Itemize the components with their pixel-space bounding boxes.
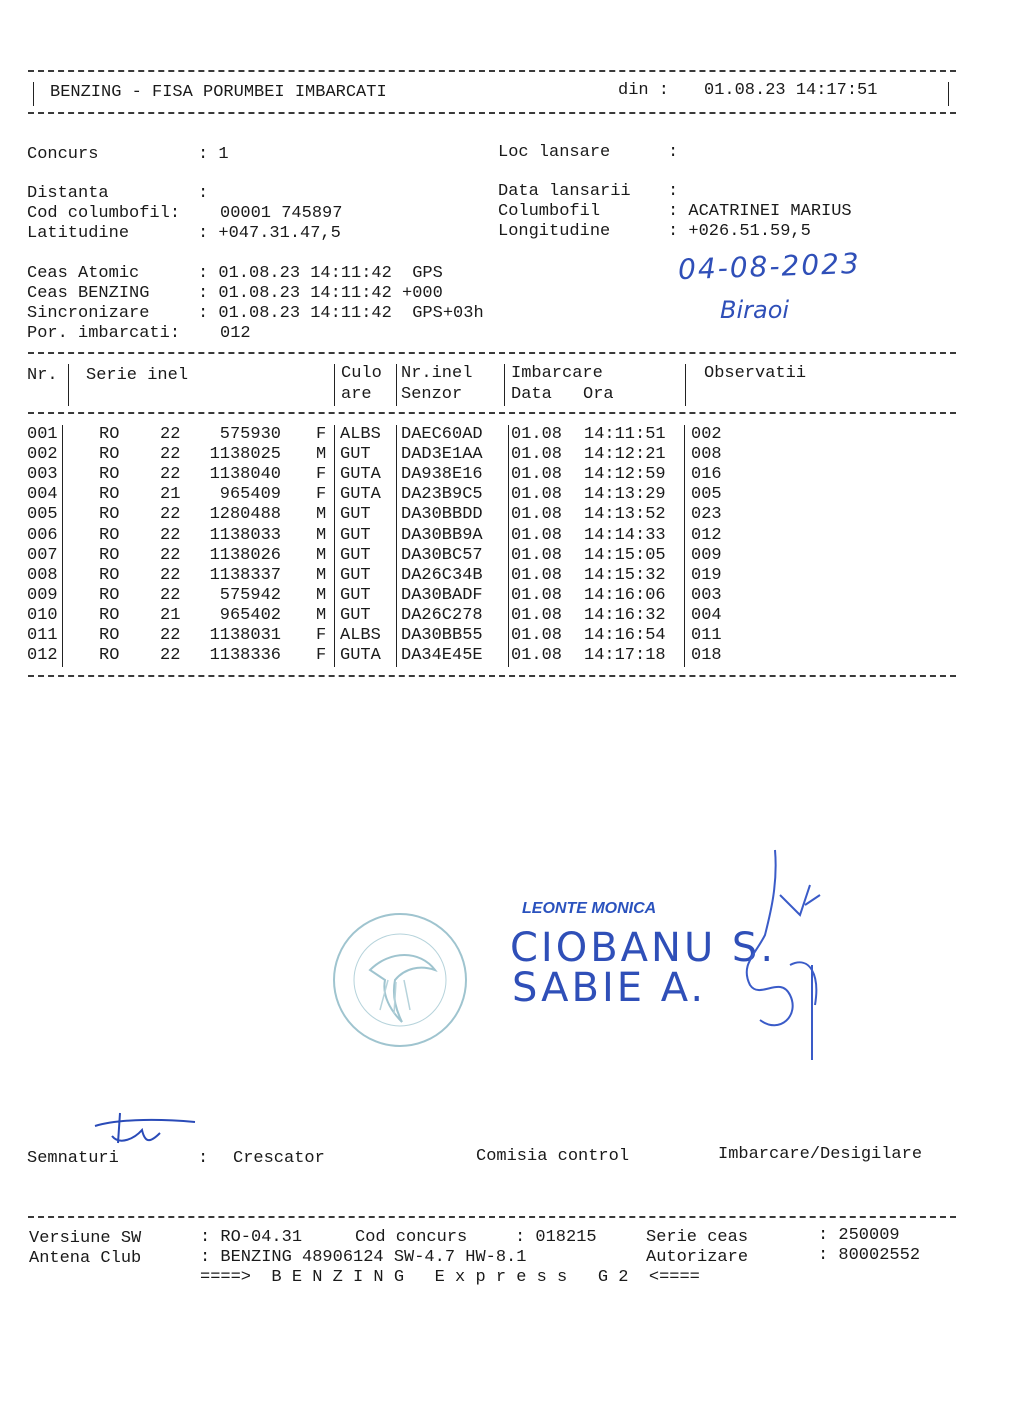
sincronizare-value: : 01.08.23 14:11:42 GPS+03h: [198, 304, 484, 323]
serie-ceas-value: : 250009: [818, 1226, 900, 1245]
latitudine-label: Latitudine: [27, 224, 130, 243]
ceas-benzing-label: Ceas BENZING: [27, 284, 150, 303]
table-row: [0, 626, 1024, 646]
table-row: [0, 646, 1024, 666]
din-label: din :: [618, 81, 670, 100]
handwritten-date: 04-08-2023: [677, 246, 862, 287]
table-row: [0, 566, 1024, 586]
cell-date: 01.08: [511, 425, 563, 444]
cell-country: RO: [99, 505, 120, 525]
autorizare-value: : 80002552: [818, 1246, 921, 1265]
body-sep-3: [396, 425, 397, 667]
cell-ring: 575942: [219, 585, 281, 605]
cell-year: 22: [160, 425, 181, 444]
body-sep-1: [62, 425, 63, 667]
benzing-banner: ====> B E N Z I N G E x p r e s s G 2 <====: [200, 1268, 700, 1287]
por-imbarcati-value: 012: [220, 324, 251, 343]
table-row: [0, 505, 1024, 525]
cell-date: 01.08: [511, 585, 563, 605]
cell-sex: F: [316, 425, 327, 444]
table-row: [0, 546, 1024, 566]
table-row: [0, 485, 1024, 505]
cell-date: 01.08: [511, 445, 563, 465]
cell-date: 01.08: [511, 646, 563, 666]
cell-year: 22: [160, 525, 181, 545]
cell-color: GUTA: [340, 465, 381, 485]
cell-nr: 011: [27, 626, 58, 645]
cell-year: 21: [160, 485, 181, 505]
cell-date: 01.08: [511, 505, 563, 525]
loc-lansare-label: Loc lansare: [498, 143, 611, 162]
cell-sex: M: [316, 545, 327, 565]
cell-sex: M: [316, 585, 327, 605]
cell-sex: F: [316, 485, 327, 505]
cell-year: 21: [160, 605, 181, 625]
cell-ring: 965402: [219, 605, 281, 625]
header-sep-1: [68, 364, 69, 406]
footer-top-rule: [28, 1216, 956, 1218]
cell-time: 14:17:18: [584, 646, 666, 666]
table-header-rule: [28, 412, 956, 414]
table-row: [0, 586, 1024, 606]
latitudine-value: : +047.31.47,5: [198, 224, 341, 243]
cell-time: 14:13:52: [584, 505, 666, 525]
cell-country: RO: [99, 465, 120, 485]
col-header-culoare-2: are: [341, 385, 372, 404]
cell-color: GUT: [340, 605, 371, 625]
cell-nr: 012: [27, 646, 58, 666]
cell-obs: 004: [691, 605, 722, 625]
cell-year: 22: [160, 626, 181, 645]
cell-time: 14:12:59: [584, 465, 666, 485]
header-top-rule: [28, 70, 956, 72]
col-header-imbarcare: Imbarcare: [511, 364, 603, 383]
cell-ring: 1138336: [209, 646, 281, 666]
cell-ring: 965409: [219, 485, 281, 505]
cell-nr: 005: [27, 505, 58, 525]
longitudine-label: Longitudine: [498, 222, 611, 241]
col-header-serie: Serie inel: [86, 366, 189, 385]
cell-year: 22: [160, 545, 181, 565]
cell-sex: M: [316, 565, 327, 585]
cell-color: ALBS: [340, 425, 381, 444]
table-row: [0, 526, 1024, 546]
crescator-signature: [90, 1108, 200, 1148]
cell-sensor: DA26C278: [401, 605, 483, 625]
cell-nr: 003: [27, 465, 58, 485]
cell-date: 01.08: [511, 626, 563, 645]
cell-sensor: DA30BB9A: [401, 525, 483, 545]
concurs-value: : 1: [198, 145, 229, 164]
cell-time: 14:15:32: [584, 565, 666, 585]
por-imbarcati-label: Por. imbarcati:: [27, 324, 181, 343]
cell-color: GUT: [340, 585, 371, 605]
cell-country: RO: [99, 626, 120, 645]
table-row: [0, 445, 1024, 465]
versiune-value: : RO-04.31: [200, 1228, 303, 1247]
cell-date: 01.08: [511, 465, 563, 485]
columbofil-label: Columbofil: [498, 202, 601, 221]
cell-sensor: DAEC60AD: [401, 425, 483, 444]
cell-country: RO: [99, 646, 120, 666]
cell-sex: M: [316, 445, 327, 465]
cell-date: 01.08: [511, 605, 563, 625]
header-right-bar: [948, 82, 949, 106]
cell-obs: 008: [691, 445, 722, 465]
cell-country: RO: [99, 485, 120, 505]
loc-lansare-value: :: [668, 143, 679, 162]
signature-scribble: [720, 845, 830, 1065]
sincronizare-label: Sincronizare: [27, 304, 150, 323]
cod-columbofil-value: 00001 745897: [220, 204, 343, 223]
cell-sex: M: [316, 505, 327, 525]
cell-sensor: DA23B9C5: [401, 485, 483, 505]
cell-country: RO: [99, 585, 120, 605]
cell-year: 22: [160, 465, 181, 485]
cell-country: RO: [99, 565, 120, 585]
distanta-label: Distanta: [27, 184, 109, 203]
header-bottom-rule: [28, 112, 956, 114]
cell-year: 22: [160, 505, 181, 525]
cell-obs: 018: [691, 646, 722, 666]
cell-nr: 001: [27, 425, 58, 444]
cell-sensor: DA34E45E: [401, 646, 483, 666]
data-lansarii-label: Data lansarii: [498, 182, 631, 201]
cell-ring: 1138337: [209, 565, 281, 585]
cod-concurs-label: Cod concurs: [355, 1228, 468, 1247]
body-sep-2: [334, 425, 335, 667]
columbofil-value: : ACATRINEI MARIUS: [668, 202, 852, 221]
table-row: [0, 425, 1024, 445]
cell-obs: 012: [691, 525, 722, 545]
distanta-value: :: [198, 184, 209, 203]
cell-obs: 005: [691, 485, 722, 505]
body-sep-5: [684, 425, 685, 667]
cell-sex: M: [316, 605, 327, 625]
header-left-bar: [33, 82, 34, 106]
document-title: BENZING - FISA PORUMBEI IMBARCATI: [50, 83, 387, 102]
cell-date: 01.08: [511, 565, 563, 585]
cell-nr: 006: [27, 525, 58, 545]
cell-color: ALBS: [340, 626, 381, 645]
antena-label: Antena Club: [29, 1249, 142, 1268]
cell-sensor: DA30BB55: [401, 626, 483, 645]
cell-sensor: DA938E16: [401, 465, 483, 485]
cell-year: 22: [160, 646, 181, 666]
cell-time: 14:16:06: [584, 585, 666, 605]
cell-sex: F: [316, 646, 327, 666]
cell-obs: 009: [691, 545, 722, 565]
concurs-label: Concurs: [27, 145, 99, 164]
cell-nr: 010: [27, 605, 58, 625]
cell-time: 14:12:21: [584, 445, 666, 465]
din-datetime: 01.08.23 14:17:51: [704, 81, 878, 100]
cell-nr: 008: [27, 565, 58, 585]
versiune-label: Versiune SW: [29, 1229, 142, 1248]
table-bottom-rule: [28, 675, 956, 677]
cell-ring: 1280488: [209, 505, 281, 525]
ceas-atomic-label: Ceas Atomic: [27, 264, 140, 283]
cell-obs: 023: [691, 505, 722, 525]
cell-date: 01.08: [511, 485, 563, 505]
table-row: [0, 465, 1024, 485]
longitudine-value: : +026.51.59,5: [668, 222, 811, 241]
ceas-benzing-value: : 01.08.23 14:11:42 +000: [198, 284, 443, 303]
header-sep-5: [685, 364, 686, 406]
header-sep-3: [396, 364, 397, 406]
cell-nr: 004: [27, 485, 58, 505]
cell-year: 22: [160, 565, 181, 585]
cell-country: RO: [99, 525, 120, 545]
header-sep-4: [504, 364, 505, 406]
body-sep-4: [508, 425, 509, 667]
cod-concurs-value: : 018215: [515, 1228, 597, 1247]
col-header-senzor-2: Senzor: [401, 385, 463, 404]
cell-color: GUTA: [340, 485, 381, 505]
cell-country: RO: [99, 605, 120, 625]
cell-nr: 007: [27, 545, 58, 565]
cell-sex: M: [316, 525, 327, 545]
cell-sensor: DAD3E1AA: [401, 445, 483, 465]
cell-color: GUTA: [340, 646, 381, 666]
cod-columbofil-label: Cod columbofil:: [27, 204, 181, 223]
col-header-nr: Nr.: [27, 366, 58, 385]
col-header-data: Data: [511, 385, 552, 404]
cell-sex: F: [316, 465, 327, 485]
cell-ring: 1138025: [209, 445, 281, 465]
cell-date: 01.08: [511, 525, 563, 545]
cell-ring: 1138031: [209, 626, 281, 645]
cell-time: 14:13:29: [584, 485, 666, 505]
imbarcare-desigilare-label: Imbarcare/Desigilare: [718, 1145, 923, 1164]
cell-color: GUT: [340, 445, 371, 465]
cell-time: 14:15:05: [584, 545, 666, 565]
table-body: [0, 425, 1024, 670]
handwritten-place: Biraoi: [720, 296, 790, 324]
data-lansarii-value: :: [668, 182, 679, 201]
cell-obs: 003: [691, 585, 722, 605]
cell-year: 22: [160, 585, 181, 605]
comisia-control-label: Comisia control: [476, 1147, 630, 1166]
semnaturi-label: Semnaturi: [27, 1149, 119, 1168]
semnaturi-colon: :: [198, 1149, 209, 1168]
cell-sex: F: [316, 626, 327, 645]
handwritten-name-1: CIOBANU S.: [510, 925, 777, 971]
antena-value: : BENZING 48906124 SW-4.7 HW-8.1: [200, 1248, 527, 1267]
cell-color: GUT: [340, 525, 371, 545]
crescator-label: Crescator: [233, 1149, 325, 1168]
cell-sensor: DA30BBDD: [401, 505, 483, 525]
cell-time: 14:14:33: [584, 525, 666, 545]
cell-sensor: DA30BC57: [401, 545, 483, 565]
cell-color: GUT: [340, 565, 371, 585]
cell-obs: 011: [691, 626, 722, 645]
cell-country: RO: [99, 445, 120, 465]
cell-ring: 1138033: [209, 525, 281, 545]
handwritten-name-2: SABIE A.: [512, 965, 707, 1011]
cell-time: 14:16:54: [584, 626, 666, 645]
cell-ring: 1138026: [209, 545, 281, 565]
table-top-rule: [28, 352, 956, 354]
cell-date: 01.08: [511, 545, 563, 565]
ceas-atomic-value: : 01.08.23 14:11:42 GPS: [198, 264, 443, 283]
cell-time: 14:11:51: [584, 425, 666, 444]
cell-country: RO: [99, 425, 120, 444]
cell-time: 14:16:32: [584, 605, 666, 625]
cell-ring: 575930: [219, 425, 281, 444]
serie-ceas-label: Serie ceas: [646, 1228, 749, 1247]
cell-color: GUT: [340, 505, 371, 525]
cell-color: GUT: [340, 545, 371, 565]
cell-obs: 016: [691, 465, 722, 485]
cell-ring: 1138040: [209, 465, 281, 485]
cell-nr: 009: [27, 585, 58, 605]
col-header-senzor: Nr.inel: [401, 364, 473, 383]
cell-year: 22: [160, 445, 181, 465]
cell-obs: 002: [691, 425, 722, 444]
cell-obs: 019: [691, 565, 722, 585]
cell-sensor: DA30BADF: [401, 585, 483, 605]
col-header-observatii: Observatii: [704, 364, 807, 383]
header-sep-2: [334, 364, 335, 406]
cell-nr: 002: [27, 445, 58, 465]
stamp-name: LEONTE MONICA: [522, 900, 657, 917]
col-header-culoare: Culo: [341, 364, 382, 383]
club-stamp: [330, 910, 470, 1050]
autorizare-label: Autorizare: [646, 1248, 749, 1267]
table-row: [0, 606, 1024, 626]
cell-sensor: DA26C34B: [401, 565, 483, 585]
col-header-ora: Ora: [583, 385, 614, 404]
cell-country: RO: [99, 545, 120, 565]
